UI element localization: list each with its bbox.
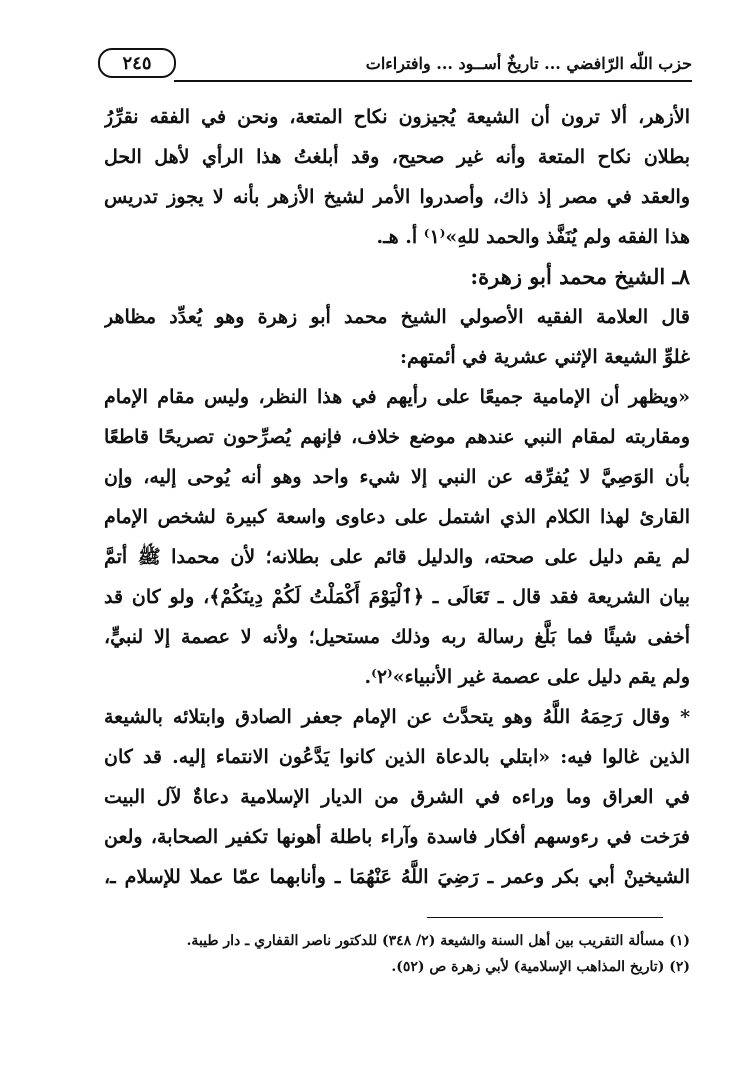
running-title: حزب اللّه الرّافضي ... تاريخٌ أســود ... وافتراءات <box>365 54 692 73</box>
text-line: بيان الشريعة فقد قال ـ تَعَالَى ـ ﴿ٱلْيَوْمَ أَكْمَلْتُ لَكُمْ دِينَكُمْ﴾، ولو كان قد <box>104 586 690 608</box>
text-line: الشيخينْ أبي بكر وعمر ـ رَضِيَ اللَّهُ عَنْهُمَا ـ وأنابهما عمّا عملا للإسلام ـ، <box>104 866 690 888</box>
section-heading: ٨ـ الشيخ محمد أبو زهرة: <box>470 264 690 289</box>
text-line: قال العلامة الفقيه الأصولي الشيخ محمد أبو زهرة وهو يُعدِّد مظاهر <box>104 306 690 328</box>
text-line: غلوِّ الشيعة الإثني عشرية في أئمتهم: <box>399 346 690 368</box>
footnote-separator <box>427 917 663 918</box>
footnote-1: (١) مسألة التقريب بين أهل السنة والشيعة (٢/ ٣٤٨) للدكتور ناصر القفاري ـ دار طيبة. <box>186 933 690 949</box>
footnotes <box>104 928 690 980</box>
text-line: القارئ لهذا الكلام الذي اشتمل على دعاوى واسعة كبيرة لشخص الإمام <box>104 506 690 528</box>
text-line: * وقال رَحِمَهُ اللَّهُ وهو يتحدَّث عن الإمام جعفر الصادق وابتلائه بالشيعة <box>104 706 690 728</box>
footnote-2: (٢) (تاريخ المذاهب الإسلامية) لأبي زهرة ص (٥٢). <box>391 959 690 975</box>
text-line: هذا الفقه ولم يُنَفَّذ والحمد للهِ»⁽١⁾ أ. هـ. <box>376 226 690 248</box>
text-line: في العراق وما وراءه في الشرق من الديار الإسلامية دعاةٌ لآل البيت <box>104 786 690 808</box>
text-line: الذين غالوا فيه: «ابتلي بالدعاة الذين كانوا يَدَّعُون الانتماء إليه. قد كان <box>104 746 690 768</box>
body-text <box>104 97 690 897</box>
page-number: ٢٤٥ <box>98 48 176 78</box>
text-line: «ويظهر أن الإمامية جميعًا على رأيهم في هذا النظر، وليس مقام الإمام <box>104 386 690 408</box>
text-line: فرَخت في رءوسهم أفكار فاسدة وآراء باطلة أهونها تكفير الصحابة، ولعن <box>104 826 690 848</box>
text-line: ولم يقم دليل على عصمة غير الأنبياء»⁽٢⁾. <box>364 666 690 688</box>
text-line: والعقد في مصر إذ ذاك، وأصدروا الأمر لشيخ الأزهر بأنه لا يجوز تدريس <box>104 186 690 208</box>
text-line: ومقاربته لمقام النبي عندهم موضع خلاف، فإنهم يُصرِّحون تصريحًا قاطعًا <box>104 426 690 448</box>
text-line: الأزهر، ألا ترون أن الشيعة يُجيزون نكاح المتعة، ونحن في الفقه نقرِّرُ <box>104 106 690 128</box>
page-header <box>98 48 692 84</box>
text-line: بأن الوَصِيَّ لا يُفرِّقه عن النبي إلا شيء واحد وهو أنه يُوحى إليه، وإن <box>104 466 690 488</box>
text-line: لم يقم دليل على صحته، والدليل قائم على بطلانه؛ لأن محمدا ﷺ أتمَّ <box>104 546 690 568</box>
header-rule <box>174 80 692 82</box>
text-line: أخفى شيئًا فما بَلَّغ رسالة ربه وذلك مستحيل؛ ولأنه لا عصمة إلا لنبيٍّ، <box>104 626 690 648</box>
text-line: بطلان نكاح المتعة وأنه غير صحيح، وقد أبلغتُ هذا الرأي لأهل الحل <box>104 146 690 168</box>
